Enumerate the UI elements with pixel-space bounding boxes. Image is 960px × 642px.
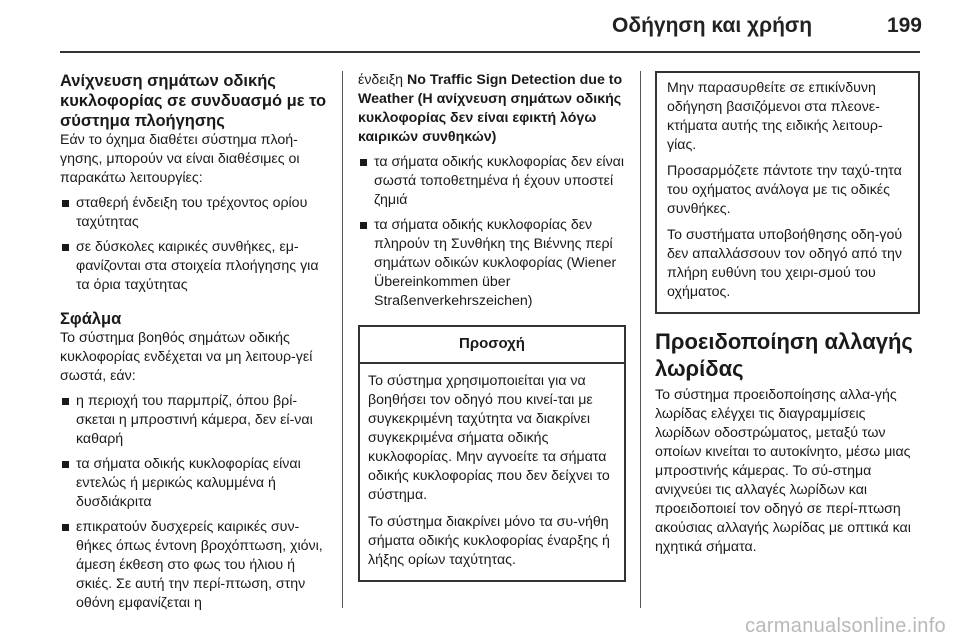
fault-intro-paragraph: Το σύστημα βοηθός σημάτων οδικής κυκλοφορίας ενδέχεται να μη λειτουρ-γεί σωστά, εάν: bbox=[60, 330, 313, 384]
bullet-icon bbox=[62, 398, 69, 405]
bullet-icon bbox=[360, 222, 367, 229]
fault-list bbox=[60, 392, 328, 613]
weather-message: No Traffic Sign Detection due to Weather (Η ανίχνευση σημάτων οδικής κυκλοφορίας δεν είναι εφικτή λόγω καιρικών συνθηκών) bbox=[358, 72, 623, 145]
list-item: επικρατούν δυσχερείς καιρικές συν-θήκες όπως έντονη βροχόπτωση, χιόνι, άμεση έκθεση στο φως του ήλιου ή σκιές. Σε αυτή την περί-πτωση, στην οθόνη εμφανίζεται η bbox=[60, 518, 328, 613]
bullet-icon bbox=[360, 159, 367, 166]
list-item: τα σήματα οδικής κυκλοφορίας δεν είναι σωστά τοποθετημένα ή έχουν υποστεί ζημιά bbox=[358, 153, 626, 210]
column-divider-1 bbox=[342, 71, 343, 608]
caution-paragraph: Το σύστημα χρησιμοποιείται για να βοηθήσει τον οδηγό που κινεί-ται με συγκεκριμένη ταχύτητα να διακρίνει συγκεκριμένα σήματα οδικής κυκλοφορίας. Μην αγνοείτε τα σήματα οδικής κυκλοφορίας που δεν δείχνει το σύστημα. bbox=[368, 373, 610, 503]
column-3 bbox=[655, 71, 920, 557]
list-item: η περιοχή του παρμπρίζ, όπου βρί-σκεται η μπροστινή κάμερα, δεν εί-ναι καθαρή bbox=[60, 392, 328, 449]
column-1 bbox=[60, 71, 328, 613]
bullet-icon bbox=[62, 200, 69, 207]
page-header-title: Οδήγηση και χρήση bbox=[612, 14, 813, 37]
column-2 bbox=[358, 71, 626, 582]
page-number: 199 bbox=[886, 14, 922, 37]
caution-title: Προσοχή bbox=[360, 327, 624, 364]
caution-box bbox=[358, 325, 626, 582]
fault-list-continued bbox=[358, 153, 626, 311]
warning-paragraph: Το συστήματα υποβοήθησης οδη-γού δεν απαλλάσσουν τον οδηγό από την πλήρη ευθύνη του χειρι-σμού του οχήματος. bbox=[667, 227, 903, 300]
fault-heading: Σφάλμα bbox=[60, 310, 122, 328]
list-item: τα σήματα οδικής κυκλοφορίας είναι εντελώς ή μερικώς καλυμμένα ή δυσδιάκριτα bbox=[60, 455, 328, 512]
feature-list bbox=[60, 194, 328, 295]
bullet-icon bbox=[62, 244, 69, 251]
bullet-icon bbox=[62, 524, 69, 531]
bullet-icon bbox=[62, 461, 69, 468]
column-divider-2 bbox=[640, 71, 641, 608]
intro-paragraph: Εάν το όχημα διαθέτει σύστημα πλοή-γησης, μπορούν να είναι διαθέσιμες οι παρακάτω λειτουργίες: bbox=[60, 132, 300, 186]
section-heading-traffic-sign-navigation: Ανίχνευση σημάτων οδικής κυκλοφορίας σε συνδυασμό με το σύστημα πλοήγησης bbox=[60, 72, 327, 130]
warning-paragraph: Μην παρασυρθείτε σε επικίνδυνη οδήγηση βασιζόμενοι στα πλεονε-κτήματα αυτής της ειδικής λειτουρ-γίας. bbox=[667, 80, 883, 153]
continued-paragraph: ένδειξη No Traffic Sign Detection due to Weather (Η ανίχνευση σημάτων οδικής κυκλοφορίας δεν είναι εφικτή λόγω καιρικών συνθηκών) bbox=[358, 72, 623, 145]
section-heading-lane-departure: Προειδοποίηση αλλαγής λωρίδας bbox=[655, 329, 913, 381]
caution-body bbox=[360, 364, 624, 580]
list-item: τα σήματα οδικής κυκλοφορίας δεν πληρούν τη Συνθήκη της Βιέννης περί σημάτων οδικών κυκλοφορίας (Wiener Übereinkommen über Straßenverkehrszeichen) bbox=[358, 216, 626, 311]
header-rule bbox=[60, 51, 920, 53]
list-item: σταθερή ένδειξη του τρέχοντος ορίου ταχύτητας bbox=[60, 194, 328, 232]
warning-box-continued bbox=[655, 71, 920, 314]
lane-departure-paragraph: Το σύστημα προειδοποίησης αλλα-γής λωρίδας ελέγχει τις διαγραμμίσεις λωρίδων οδοστρώματος, μεταξύ των οποίων κινείται το αυτοκίνητο, μέσω μιας μπροστινής κάμερας. Το σύ-στημα ανιχνεύει τις αλλαγές λωρίδων και προειδοποιεί τον οδηγό σε περί-πτωση ακούσιας αλλαγής λωρίδας με οπτικά και ηχητικά σήματα. bbox=[655, 387, 911, 555]
warning-paragraph: Προσαρμόζετε πάντοτε την ταχύ-τητα του οχήματος ανάλογα με τις οδικές συνθήκες. bbox=[667, 163, 902, 217]
caution-paragraph: Το σύστημα διακρίνει μόνο τα συ-νήθη σήματα οδικής κυκλοφορίας έναρξης ή λήξης ορίων ταχύτητας. bbox=[368, 514, 610, 568]
watermark: carmanualsonline.info bbox=[745, 615, 946, 637]
list-item: σε δύσκολες καιρικές συνθήκες, εμ-φανίζονται στα στοιχεία πλοήγησης για τα όρια ταχύτητας bbox=[60, 238, 328, 295]
